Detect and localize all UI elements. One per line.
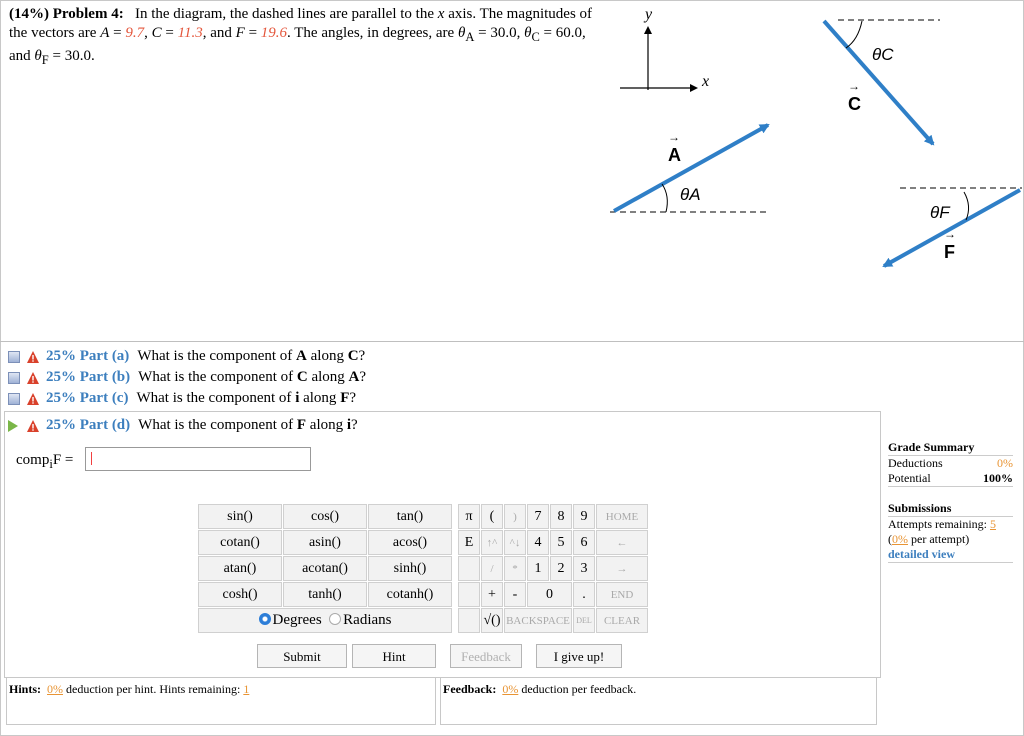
- part-c-row[interactable]: [8, 388, 366, 409]
- per-attempt-pct: 0%: [892, 532, 908, 546]
- hints-text: deduction per hint. Hints remaining:: [63, 682, 244, 696]
- sin-button[interactable]: sin(): [198, 504, 282, 529]
- key-4[interactable]: 4: [527, 530, 549, 555]
- part-b-pct: 25%: [46, 369, 76, 385]
- A-value: 9.7: [125, 25, 145, 41]
- pi-button[interactable]: π: [458, 504, 480, 529]
- problem-heading: (14%) Problem 4:: [9, 6, 124, 22]
- part-a-title: Part (a): [79, 348, 130, 364]
- per-attempt-row: (0% per attempt): [888, 532, 970, 546]
- part-c-question: [136, 390, 356, 407]
- multiply-button[interactable]: *: [504, 556, 526, 581]
- arrow-c: [824, 21, 933, 144]
- feedback-panel: [440, 677, 877, 725]
- grade-summary: [888, 440, 1013, 563]
- e-button[interactable]: E: [458, 530, 480, 555]
- part-a-q: What is the component of: [137, 348, 297, 364]
- hints-remaining: 1: [243, 682, 250, 696]
- part-a-b1: A: [296, 348, 307, 364]
- minus-button[interactable]: -: [504, 582, 526, 607]
- sinh-button[interactable]: sinh(): [368, 556, 452, 581]
- theta-F-symbol: θ: [34, 48, 42, 64]
- y-axis-label: y: [645, 6, 653, 23]
- home-button[interactable]: HOME: [596, 504, 648, 529]
- cosh-button[interactable]: cosh(): [198, 582, 282, 607]
- theta-a-arc: [662, 184, 667, 212]
- part-c-b1: i: [295, 390, 300, 406]
- part-b-question: [138, 369, 366, 386]
- deductions-value: 0%: [997, 456, 1013, 470]
- angle-mode: [198, 608, 452, 633]
- F-value: 19.6: [260, 25, 288, 41]
- part-b-label: [46, 369, 130, 386]
- part-d-title: Part (d): [79, 417, 131, 433]
- theta-C-symbol: θ: [524, 25, 532, 41]
- part-d-pct: 25%: [46, 417, 76, 433]
- answer-label-end: F =: [52, 452, 74, 468]
- part-c-b2: F: [340, 390, 350, 406]
- theta-F-value: 30.0: [64, 48, 91, 64]
- divide-button[interactable]: /: [481, 556, 503, 581]
- submit-button[interactable]: Submit: [257, 644, 347, 668]
- part-b-q: What is the component of: [138, 369, 297, 385]
- collapse-icon[interactable]: [8, 351, 20, 363]
- part-a-pct: 25%: [46, 348, 76, 364]
- answer-label-main: comp: [16, 452, 50, 468]
- spacer: [453, 608, 457, 633]
- part-a-end: ?: [358, 348, 366, 364]
- part-d-b2: i: [346, 417, 352, 433]
- hints-panel: [6, 677, 436, 725]
- part-d-q: What is the component of: [138, 417, 297, 433]
- problem-statement: (14%) Problem 4: In the diagram, the dashed lines are parallel to the x axis. The magnitudes of the vectors are A = 9.7, C = 11.3, and F = 19.6. The angles, in degrees, are $\theta_A = 30.0$, $\theta_C = 60.0$, and $\theta_F = 30.0$.: [9, 6, 593, 67]
- tan-button[interactable]: tan(): [368, 504, 452, 529]
- part-c-q: What is the component of: [136, 390, 296, 406]
- part-c-label: [46, 390, 128, 407]
- degrees-label: Degrees: [272, 612, 322, 628]
- theta-c-arc: [846, 21, 862, 48]
- cotan-button[interactable]: cotan(): [198, 530, 282, 555]
- feedback-button[interactable]: Feedback: [450, 644, 522, 668]
- part-c-pct: 25%: [46, 390, 76, 406]
- part-b-b2: A: [348, 369, 360, 385]
- theta-F-sub: F: [41, 53, 49, 67]
- radians-radio[interactable]: [329, 613, 341, 625]
- calculator-keypad: [197, 503, 649, 634]
- feedback-label: Feedback:: [443, 682, 497, 696]
- part-a-label: [46, 348, 129, 365]
- potential-label: Potential: [888, 471, 931, 485]
- key-9[interactable]: 9: [573, 504, 595, 529]
- part-a-question: [137, 348, 365, 365]
- key-5[interactable]: 5: [550, 530, 572, 555]
- down-power-button[interactable]: ^↓: [504, 530, 526, 555]
- part-b-mid: along: [307, 369, 349, 385]
- key-8[interactable]: 8: [550, 504, 572, 529]
- theta-C-sub: C: [531, 30, 540, 44]
- degrees-radio[interactable]: [259, 613, 271, 625]
- theta-A-value: 30.0: [490, 25, 517, 41]
- vector-diagram: [600, 0, 1024, 290]
- key-1[interactable]: 1: [527, 556, 549, 581]
- theta-A-sub: A: [465, 30, 475, 44]
- backspace-button[interactable]: BACKSPACE: [504, 608, 572, 633]
- spacer: [453, 556, 457, 581]
- potential-row: [888, 471, 1013, 487]
- x-axis-label: x: [702, 73, 710, 90]
- del-button[interactable]: DEL: [573, 608, 595, 633]
- rparen-button[interactable]: ): [504, 504, 526, 529]
- key-7[interactable]: 7: [527, 504, 549, 529]
- hint-button[interactable]: Hint: [352, 644, 436, 668]
- lparen-button[interactable]: (: [481, 504, 503, 529]
- C-value: 11.3: [177, 25, 203, 41]
- part-b-b1: C: [296, 369, 308, 385]
- theta-c-label: θC: [872, 45, 894, 64]
- theta-a-label: θA: [680, 185, 701, 204]
- radians-label: Radians: [343, 612, 392, 628]
- submissions-title: Submissions: [888, 501, 1013, 517]
- vector-c: [824, 20, 940, 144]
- A-label: A: [100, 25, 110, 41]
- collapse-icon[interactable]: [8, 393, 20, 405]
- end-button[interactable]: END: [596, 582, 648, 607]
- part-b-title: Part (b): [79, 369, 131, 385]
- part-a-row[interactable]: [8, 346, 366, 367]
- vector-f: [884, 188, 1022, 266]
- tanh-button[interactable]: tanh(): [283, 582, 367, 607]
- x-axis-word: x: [437, 6, 445, 22]
- vector-f-label: F: [944, 242, 955, 262]
- deductions-row: [888, 456, 1013, 471]
- key-6[interactable]: 6: [573, 530, 595, 555]
- answer-input[interactable]: |: [85, 447, 311, 471]
- axes: [620, 6, 709, 90]
- vector-a-label: A: [668, 145, 681, 165]
- feedback-text: deduction per feedback.: [518, 682, 637, 696]
- up-power-button[interactable]: ↑^: [481, 530, 503, 555]
- asin-button[interactable]: asin(): [283, 530, 367, 555]
- feedback-deduction: 0%: [502, 682, 519, 696]
- blank-key: [458, 582, 480, 607]
- hints-deduction: 0%: [47, 682, 64, 696]
- blank-key: [458, 608, 480, 633]
- part-c-mid: along: [299, 390, 341, 406]
- part-c-end: ?: [349, 390, 357, 406]
- spacer: [453, 582, 457, 607]
- theta-C-value: 60.0: [555, 25, 582, 41]
- left-arrow-button[interactable]: ←: [596, 530, 648, 555]
- detailed-view-link[interactable]: detailed view: [888, 547, 1013, 563]
- problem-text-3: . The angles, in degrees, are: [287, 25, 458, 41]
- hints-label: Hints:: [9, 682, 42, 696]
- spacer: [453, 530, 457, 555]
- blank-key: [458, 556, 480, 581]
- sqrt-button[interactable]: √(): [481, 608, 503, 633]
- acotan-button[interactable]: acotan(): [283, 556, 367, 581]
- answer-label-sub: i: [49, 457, 53, 471]
- answer-label: [16, 452, 73, 472]
- deductions-label: Deductions: [888, 456, 943, 470]
- warning-icon: [26, 392, 40, 406]
- part-d-end: ?: [351, 417, 358, 433]
- part-a-b2: C: [347, 348, 359, 364]
- warning-icon: [26, 350, 40, 364]
- key-3[interactable]: 3: [573, 556, 595, 581]
- theta-f-arc: [964, 192, 969, 220]
- vector-f-arrow-glyph: →: [944, 227, 956, 241]
- part-d-mid: along: [306, 417, 347, 433]
- atan-button[interactable]: atan(): [198, 556, 282, 581]
- per-attempt-text: per attempt): [908, 532, 970, 546]
- grade-summary-title: Grade Summary: [888, 440, 1013, 456]
- F-label: F: [235, 25, 245, 41]
- vector-c-label: C: [848, 94, 861, 114]
- collapse-icon[interactable]: [8, 372, 20, 384]
- potential-value: 100%: [983, 471, 1013, 485]
- warning-icon: [26, 371, 40, 385]
- vector-c-arrow-glyph: →: [848, 79, 860, 93]
- part-d-b1: F: [296, 417, 307, 433]
- right-arrow-button[interactable]: →: [596, 556, 648, 581]
- attempts-label: Attempts remaining:: [888, 517, 990, 531]
- part-b-end: ?: [359, 369, 367, 385]
- problem-text-1: In the diagram, the dashed lines are parallel to the: [134, 6, 438, 22]
- part-b-row[interactable]: [8, 367, 366, 388]
- part-a-mid: along: [306, 348, 348, 364]
- part-c-title: Part (c): [79, 390, 129, 406]
- attempts-value: 5: [989, 517, 996, 531]
- vector-a: [610, 125, 770, 212]
- acos-button[interactable]: acos(): [368, 530, 452, 555]
- theta-A-symbol: θ: [457, 25, 466, 41]
- vector-a-arrow-glyph: →: [668, 130, 680, 144]
- attempts-row: [888, 517, 1013, 532]
- decimal-button[interactable]: .: [573, 582, 595, 607]
- spacer: [453, 504, 457, 529]
- plus-button[interactable]: +: [481, 582, 503, 607]
- theta-f-label: θF: [930, 203, 950, 222]
- clear-button[interactable]: CLEAR: [596, 608, 648, 633]
- cos-button[interactable]: cos(): [283, 504, 367, 529]
- key-0[interactable]: 0: [527, 582, 572, 607]
- divider: [0, 341, 1024, 342]
- key-2[interactable]: 2: [550, 556, 572, 581]
- spacer: [888, 487, 1013, 501]
- C-label: C: [151, 25, 162, 41]
- problem-text-2: axis. The magnitudes of the vectors are: [9, 6, 593, 41]
- give-up-button[interactable]: I give up!: [536, 644, 622, 668]
- cotanh-button[interactable]: cotanh(): [368, 582, 452, 607]
